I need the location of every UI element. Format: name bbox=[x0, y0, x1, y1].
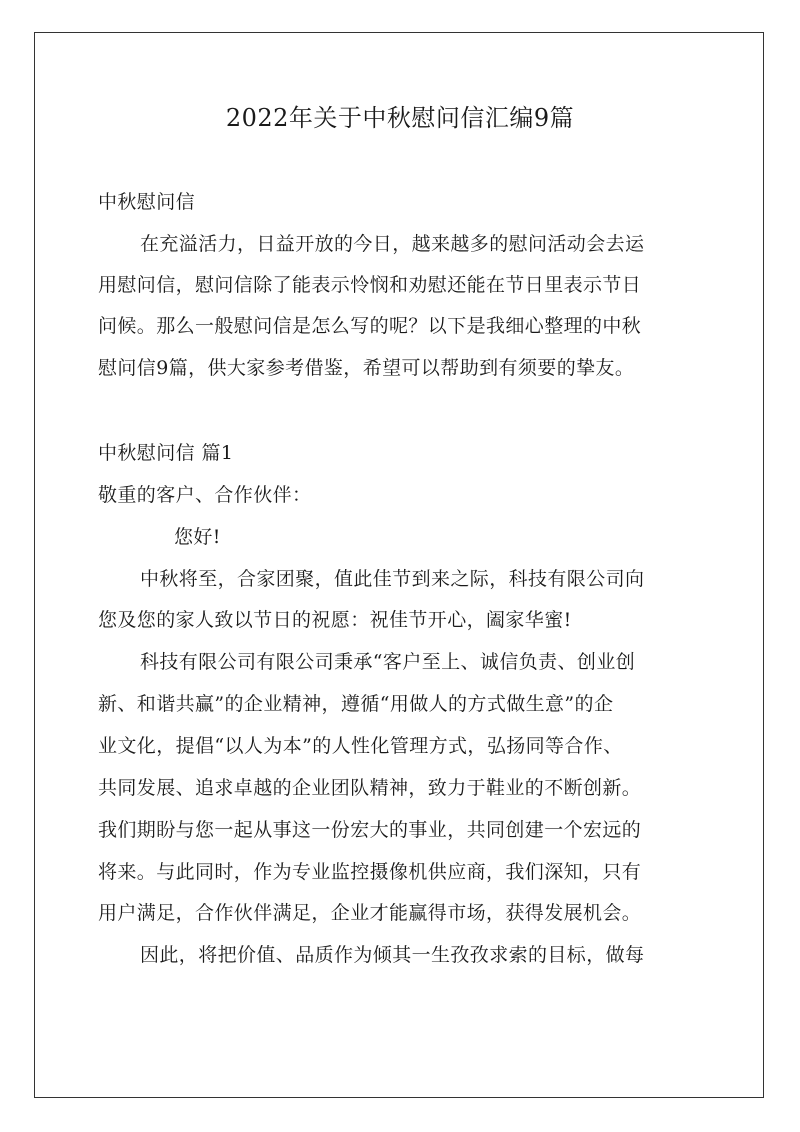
section-heading: 中秋慰问信 bbox=[98, 191, 196, 213]
paragraph-line: 将来。与此同时，作为专业监控摄像机供应商，我们深知，只有 bbox=[98, 861, 642, 883]
paragraph-line: 新、和谐共赢”的企业精神，遵循“用做人的方式做生意”的企 bbox=[98, 693, 614, 715]
paragraph-line: 我们期盼与您一起从事这一份宏大的事业，共同创建一个宏远的 bbox=[98, 819, 642, 841]
paragraph-line: 业文化，提倡“以人为本”的人性化管理方式，弘扬同等合作、 bbox=[98, 735, 623, 757]
paragraph-line: 共同发展、追求卓越的企业团队精神，致力于鞋业的不断创新。 bbox=[98, 777, 642, 799]
paragraph-line: 因此，将把价值、品质作为倾其一生孜孜求索的目标，做每 bbox=[140, 944, 645, 966]
document-title: 2022年关于中秋慰问信汇编9篇 bbox=[225, 104, 575, 132]
greeting: 您好! bbox=[174, 526, 221, 548]
letter-heading: 中秋慰问信 篇1 bbox=[98, 442, 234, 464]
paragraph-line: 用慰问信，慰问信除了能表示怜悯和劝慰还能在节日里表示节日 bbox=[98, 274, 642, 296]
paragraph-line: 您及您的家人致以节日的祝愿：祝佳节开心，阖家华蜜! bbox=[98, 609, 572, 631]
paragraph-line: 问候。那么一般慰问信是怎么写的呢？以下是我细心整理的中秋 bbox=[98, 315, 642, 337]
salutation: 敬重的客户、合作伙伴： bbox=[98, 484, 312, 506]
paragraph-line: 慰问信9篇，供大家参考借鉴，希望可以帮助到有须要的挚友。 bbox=[98, 357, 635, 379]
paragraph-line: 在充溢活力，日益开放的今日，越来越多的慰问活动会去运 bbox=[140, 233, 645, 255]
paragraph-line: 中秋将至，合家团聚，值此佳节到来之际，科技有限公司向 bbox=[140, 568, 645, 590]
paragraph-line: 科技有限公司有限公司秉承“客户至上、诚信负责、创业创 bbox=[140, 651, 636, 673]
paragraph-line: 用户满足，合作伙伴满足，企业才能赢得市场，获得发展机会。 bbox=[98, 902, 642, 924]
